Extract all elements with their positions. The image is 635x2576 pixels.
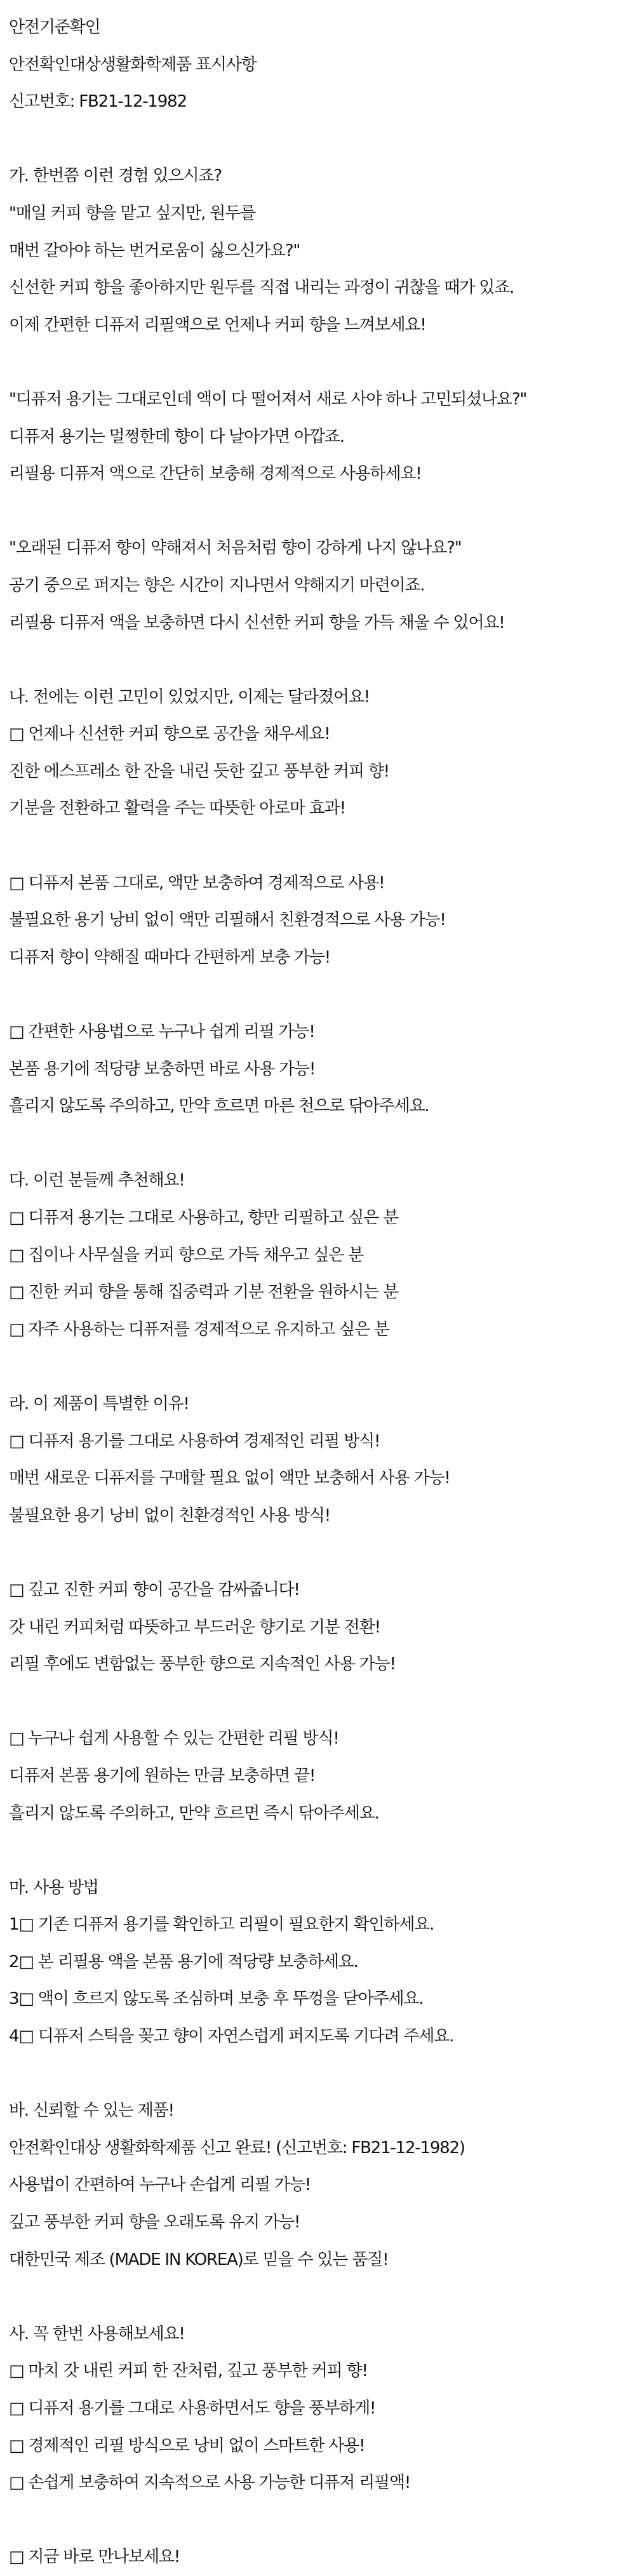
text-line: 사용법이 간편하여 누구나 손쉽게 리필 가능! (9, 2175, 311, 2195)
text-line: 신고번호: FB21-12-1982 (9, 92, 187, 112)
text-line: 신선한 커피 향을 좋아하지만 원두를 직접 내리는 과정이 귀찮을 때가 있죠. (9, 278, 514, 298)
text-line: □ 디퓨저 용기는 그대로 사용하고, 향만 리필하고 싶은 분 (9, 1208, 399, 1227)
section-sa-try (9, 2316, 635, 2502)
paragraph-gap (9, 1348, 635, 1385)
text-line: 공기 중으로 퍼지는 향은 시간이 지나면서 약해지기 마련이죠. (9, 575, 425, 595)
paragraph-gap (9, 1534, 635, 1572)
text-line: "매일 커피 향을 맡고 싶지만, 원두를 (9, 203, 255, 223)
text-line: □ 손쉽게 보충하여 지속적으로 사용 가능한 디퓨저 리필액! (9, 2473, 411, 2493)
text-line: 3□ 액이 흐르지 않도록 조심하며 보충 후 뚜껑을 닫아주세요. (9, 1989, 424, 2009)
text-line: □ 언제나 신선한 커피 향으로 공간을 채우세요! (9, 724, 330, 744)
safety-header (9, 9, 635, 121)
paragraph-gap (9, 2502, 635, 2539)
paragraph-heading-line: 안전기준확인 (9, 18, 100, 37)
text-line: 2□ 본 리필용 액을 본품 용기에 적당량 보충하세요. (9, 1952, 358, 1972)
text-line: 안전확인대상생활화학제품 표시사항 (9, 55, 257, 74)
paragraph-heading-line: □ 깊고 진한 커피 향이 공간을 감싸줍니다! (9, 1580, 300, 1599)
section-na-fresh (9, 679, 635, 827)
paragraph-heading-line: 나. 전에는 이런 고민이 있었지만, 이제는 달라졌어요! (9, 687, 370, 707)
paragraph-gap (9, 1125, 635, 1163)
section-ba-trust (9, 2092, 635, 2278)
text-line: 불필요한 용기 낭비 없이 친환경적인 사용 방식! (9, 1505, 331, 1525)
text-line: 대한민국 제조 (MADE IN KOREA)로 믿을 수 있는 품질! (9, 2250, 389, 2269)
paragraph-heading-line: □ 지금 바로 만나보세요! (9, 2547, 180, 2567)
paragraph-heading-line: 사. 꼭 한번 사용해보세요! (9, 2324, 185, 2344)
paragraph-gap (9, 2278, 635, 2316)
paragraph-gap (9, 344, 635, 381)
text-line: 디퓨저 용기는 멀쩡한데 향이 다 날아가면 아깝죠. (9, 427, 344, 446)
paragraph-heading-line: □ 간편한 사용법으로 누구나 쉽게 리필 가능! (9, 1022, 315, 1042)
text-line: □ 디퓨저 용기를 그대로 사용하면서도 향을 풍부하게! (9, 2399, 376, 2418)
paragraph-heading-line: 바. 신뢰할 수 있는 제품! (9, 2101, 174, 2121)
section-ga-weak-scent (9, 530, 635, 641)
paragraph-heading-line: 다. 이런 분들께 추천해요! (9, 1171, 185, 1191)
section-cta (9, 2539, 635, 2576)
paragraph-gap (9, 1832, 635, 1869)
paragraph-heading-line: "디퓨저 용기는 그대로인데 액이 다 떨어져서 새로 사야 하나 고민되셨나요?" (9, 389, 527, 409)
text-line: □ 경제적인 리필 방식으로 낭비 없이 스마트한 사용! (9, 2436, 365, 2455)
text-line: 리필용 디퓨저 액을 보충하면 다시 신선한 커피 향을 가득 채울 수 있어요! (9, 613, 505, 632)
section-ra-scent (9, 1572, 635, 1683)
text-line: □ 디퓨저 용기를 그대로 사용하여 경제적인 리필 방식! (9, 1431, 380, 1451)
text-line: 흘리지 않도록 주의하고, 만약 흐르면 마른 천으로 닦아주세요. (9, 1097, 429, 1116)
section-ga-container (9, 381, 635, 493)
text-line: 디퓨저 본품 용기에 원하는 만큼 보충하면 끝! (9, 1766, 316, 1785)
text-line: 매번 새로운 디퓨저를 구매할 필요 없이 액만 보충해서 사용 가능! (9, 1469, 450, 1488)
paragraph-heading-line: 마. 사용 방법 (9, 1878, 98, 1897)
text-line: □ 마치 갓 내린 커피 한 잔처럼, 깊고 풍부한 커피 향! (9, 2361, 368, 2381)
paragraph-gap (9, 827, 635, 865)
text-line: 이제 간편한 디퓨저 리필액으로 언제나 커피 향을 느껴보세요! (9, 315, 426, 335)
text-line: 매번 갈아야 하는 번거로움이 싫으신가요?" (9, 241, 300, 260)
paragraph-heading-line: "오래된 디퓨저 향이 약해져서 처음처럼 향이 강하게 나지 않나요?" (9, 538, 462, 558)
text-line: 기분을 전환하고 활력을 주는 따뜻한 아로마 효과! (9, 799, 345, 818)
section-ma-usage (9, 1869, 635, 2055)
text-line: 리필용 디퓨저 액으로 간단히 보충해 경제적으로 사용하세요! (9, 464, 422, 484)
section-da-recommend (9, 1162, 635, 1348)
paragraph-heading-line: □ 디퓨저 본품 그대로, 액만 보충하여 경제적으로 사용! (9, 873, 385, 893)
text-line: □ 진한 커피 향을 통해 집중력과 기분 전환을 원하시는 분 (9, 1283, 399, 1302)
text-line: 흘리지 않도록 주의하고, 만약 흐르면 즉시 닦아주세요. (9, 1803, 379, 1823)
paragraph-heading-line: 가. 한번쯤 이런 경험 있으시죠? (9, 166, 222, 186)
paragraph-heading-line: 라. 이 제품이 특별한 이유! (9, 1394, 189, 1413)
paragraph-gap (9, 121, 635, 158)
paragraph-gap (9, 976, 635, 1013)
text-line: 깊고 풍부한 커피 향을 오래도록 유지 가능! (9, 2213, 300, 2232)
text-line: 안전확인대상 생활화학제품 신고 완료! (신고번호: FB21-12-1982) (9, 2138, 465, 2158)
section-ga-intro (9, 157, 635, 344)
paragraph-gap (9, 641, 635, 679)
text-line: □ 집이나 사무실을 커피 향으로 가득 채우고 싶은 분 (9, 1245, 364, 1265)
section-ra-special (9, 1385, 635, 1534)
text-line: 디퓨저 향이 약해질 때마다 간편하게 보충 가능! (9, 947, 331, 967)
text-line: 리필 후에도 변함없는 풍부한 향으로 지속적인 사용 가능! (9, 1655, 396, 1674)
paragraph-gap (9, 493, 635, 530)
paragraph-gap (9, 1683, 635, 1721)
text-line: 진한 에스프레소 한 잔을 내린 듯한 깊고 풍부한 커피 향! (9, 761, 389, 781)
text-line: 1□ 기존 디퓨저 용기를 확인하고 리필이 필요한지 확인하세요. (9, 1915, 434, 1935)
text-line: 불필요한 용기 낭비 없이 액만 리필해서 친환경적으로 사용 가능! (9, 911, 446, 930)
section-ra-refill (9, 1720, 635, 1832)
text-line: 갓 내린 커피처럼 따뜻하고 부드러운 향기로 기분 전환! (9, 1617, 380, 1637)
section-na-easy (9, 1013, 635, 1125)
paragraph-heading-line: □ 누구나 쉽게 사용할 수 있는 간편한 리필 방식! (9, 1729, 339, 1749)
text-line: 본품 용기에 적당량 보충하면 바로 사용 가능! (9, 1059, 316, 1079)
section-na-economy (9, 865, 635, 977)
paragraph-gap (9, 2055, 635, 2093)
text-line: □ 자주 사용하는 디퓨저를 경제적으로 유지하고 싶은 분 (9, 1319, 389, 1339)
text-line: 4□ 디퓨저 스틱을 꽂고 향이 자연스럽게 퍼지도록 기다려 주세요. (9, 2027, 454, 2046)
